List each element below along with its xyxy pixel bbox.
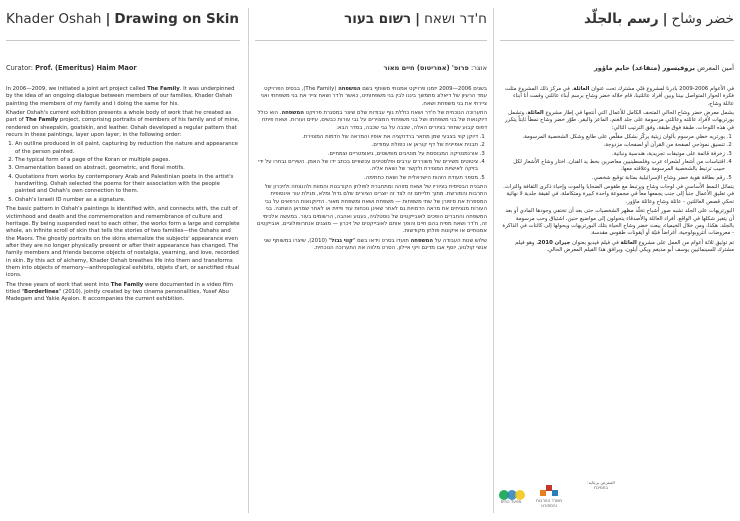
- paragraph: في الأعوام 2006-2009 بادرنا لمشروع فنّي مشترك تحت عنوان العائلة. في مركز ذلك المشروع مثلت فكرة الحوار المتواصل بيننا وبين أفراد عائلتينا، قام خلاله خضر وشاح برسم أبناء عائلتي وقمت أنا أبناء عائلة وشاح.: [505, 86, 734, 107]
- curator-label: אוצר:: [470, 64, 487, 72]
- paragraph: البورتريهات على الجلد تشبه صور أشباح تخلّد مظهر الشخصيات حتى بعد أن تختفي وجودها المادي أو بعد أن يتغير شكلها في الواقع. أفراد العائلة والأصدقاء يتحولون إلى مواضيع حنين، اشتياق وحب مرسومة بالجلد. هكذا، ومن خلال الخيمياء، يبعث خضر وشاح الحياة بتلك البورتريهات ويحولها إلى كائنات في الذاكرة - معروضات أنثروبولوجية، أغراضاً فنيّة أو أيقونات طقوس مقدسة.: [502, 208, 734, 237]
- arabic-body-text: [502, 86, 734, 256]
- paragraph: In 2006—2009, we initiated a joint art project called The Family. It was underpinned by the idea of an ongoing dialogue between members of our families, Khader Oshah painting the members of my family and I doing the same for his.: [6, 86, 235, 107]
- hebrew-column: [251, 0, 491, 521]
- hebrew-body-text: [255, 86, 487, 254]
- title-rule: [6, 40, 240, 41]
- hebrew-artist-name: ח'דר ושאח: [424, 11, 487, 27]
- layer-list: [502, 134, 734, 182]
- curator-name: بروفيسور (متقاعد) حايم ماؤور: [593, 64, 695, 72]
- hebrew-title: [255, 0, 487, 38]
- paragraph: Khader Oshah's current exhibition presents a whole body of work that he created as part of The Family project, comprising portraits of members of his family and of mine, rendered on sheepskin, goatskin, and leather. Oshah developed a regular pattern that recurs in these paintings, layer upon layer, in the following order:: [6, 110, 240, 139]
- paragraph: התבנית הבסיסית בציוריו של ושאח מזוהה ומתחברת לפולחן הקורבנות והמוות ולהנצחה ולזיכרון של התרבות והמורשת. מתוך תלייתם זה לצד זה יוצרים הציורים שלם גדול ומלא, מגילת עור אינסופית המספרת את סיפורן של שתי משפחות — משפחת ושאח ומשפחת מאור. הדיוקנאות הרפאים על גבי העורות מנציחים את מראה הדמויות גם לאחר שאינן נוכחות עוד פיזית או לאחר שמראן השתנה. בני המשפחה והחברים הופכים לאובייקטים של נוסטלגיה, געגוע ואהבה, הרשומים בעור. במעשה אלכימי זה, ח'דר ושאח מפיח בהם חיים והופך אותם לאובייקטים של זיכרון — מוצגים אנתרופולוגיים, אובייקטים אמנותיים או איקונות פולחן מקודשות.: [257, 184, 487, 235]
- paragraph: يتماثل النمط الأساسي في لوحات وشاح ويرتبط مع طقوس الضحايا والموت وإحياء ذكرى الثقافة والتراث. في تعليق الأعمال جنباً إلى جنب يجمعها معاً في مجموعة واحدة كبيرة ومتكاملة، في لفيفة جلدية لا نهائية تحكي قصص العائلتين - عائلة وشاح وعائلة ماؤور.: [503, 184, 734, 205]
- arabic-title: [502, 0, 734, 38]
- fund-name: מפעל הפיס: [500, 499, 522, 504]
- arabic-curator-line: [594, 64, 734, 72]
- support-label: المعرض برعاية: בתמיכת: [587, 480, 615, 490]
- paragraph: The three years of work that went into The Family were documented in a video film titled "Borderlines" (2010), jointly created by two cinema personalities, Yusef Abu Madegam and Yakie Ayalon. It accompanies the current exhibition.: [6, 281, 233, 303]
- title-rule: [255, 40, 487, 41]
- list-item: 2. The typical form of a page of the Koran or multiple pages.: [15, 157, 240, 164]
- list-item: 1. דיוקן קווי בצבעי שמן מתאר ברדוקציה את אופיו והמראה של הדמות המצוירת.: [255, 134, 478, 141]
- sponsor-logos: [500, 478, 622, 516]
- list-item: 5. מספר תעודת הזהות הישראלית של ושאח כחתימה.: [255, 175, 478, 182]
- list-item: 2. تنسيق نموذجي لصفحة من القرآن أو لصفحات مزدوجة.: [502, 142, 725, 149]
- hebrew-exhibition-title: רשום בעור: [344, 11, 412, 27]
- list-item: 1. An outline produced in oil paint, capturing by reduction the nature and appearance of the person painted.: [15, 141, 240, 156]
- curator-name: פרופ' (אמריטוס) חיים מאור: [383, 64, 469, 72]
- title-separator: |: [105, 11, 111, 27]
- title-separator: |: [662, 11, 668, 27]
- arabic-column: [496, 0, 740, 521]
- layer-list: [6, 141, 240, 204]
- list-item: 3. אורנמנטיקה המבוססת על מוטיבים מופשטים, גיאומטריים וצמחיים.: [255, 151, 478, 158]
- paragraph: בשנים 2006—2009 יזמנו פרויקט אמנותי משותף בשם המשפחה (The Family), בבסיס הפרויקט עמד הרעיון של דיאלוג מתמשך ביננו לבין בני משפחותינו, כאשר ח'דר ושאח צייר את בני משפחתי ואני ציירתי את בני משפחת ושאח.: [260, 86, 487, 107]
- list-item: 4. اقتباسات من أشعار لشعراء عرب وفلسطينيين معاصرين بخط يد الفنان. اختار وشاح الأشعار لكل حبيب ترتبط بالشخصية المرسومة وعلاقته معها.: [502, 159, 725, 174]
- list-item: 3. زخرفة قائمة على موتيفات تجريدية، هندسية ونباتية.: [502, 151, 725, 158]
- english-body-text: [6, 86, 240, 306]
- curator-name: Prof. (Emeritus) Haim Maor: [35, 64, 137, 72]
- column-divider: [248, 8, 249, 513]
- layer-list: [255, 134, 487, 182]
- list-item: 2. תבנית אופיינית של דף קוראן או כפולת עמודים.: [255, 142, 478, 149]
- paragraph: התערוכה הנוכחית של ח'דר ושאח כוללת גוף עבודות שלם שיצר במסגרת פרויקט המשפחה. הוא כולל דיוקנאות של בני משפחתו ושל בני משפחתי המצוירים על גבי עורות כבשים, עיזים ועורות. ושאח פיתח דפוס קבוע שחוזר בציורים האלה, שכבה על גבי שכבה, בסדר הבא:: [257, 110, 487, 131]
- paragraph: يشمل معرض خضر وشاح الحالي المتحف الكامل للأعمال التي أنتجها في إطار مشروع العائلة، وتشمل بورتريهات لأفراد عائلته وعائلتي مرسومة على جلد الغنم، الماعز والبقر. طوّر خضر وشاح نمطاً ثابتاً يتكرر في هذه اللوحات، طبقة فوق طبقة، وفق الترتيب التالي:: [505, 110, 734, 131]
- title-separator: |: [415, 11, 421, 27]
- curator-label: Curator:: [6, 64, 33, 72]
- english-column: [0, 0, 246, 521]
- arabic-artist-name: خضر وشاح: [671, 11, 734, 27]
- title-rule: [500, 40, 734, 41]
- paragraph: שלוש שנות העבודה על המשפחה תועדו בסרט וידאו בשם "קווי גבול" (2010), שיצרו במשותף שני אנשי קולנוע, יוסף אבו מדיגם ויקי איילון. הסרט מלווה את התערוכה הנוכחית.: [263, 237, 487, 251]
- english-artist-name: Khader Oshah: [6, 11, 102, 27]
- fund-logo-icon: [494, 486, 528, 508]
- english-curator-line: [6, 64, 137, 72]
- column-divider: [493, 8, 494, 513]
- paragraph: تم توثيق ثلاثة أعوام من العمل على مشروع العائلة في فيلم فيديو بعنوان جيران 2010، وهو فيلم مشترك للسينمائيين يوسف أبو مديغم ويكي أيلون، ويرافق هذا الفيلم المعرض الحالي.: [515, 239, 734, 253]
- ministry-name: משרד התרבות והספורט: [536, 498, 562, 508]
- arabic-exhibition-title: رسم بالجلّد: [584, 11, 659, 27]
- list-item: 4. ציטוטים משירים של משוררים ערבים ופלסטינים עכשוויים בכתב ידו של האמן. השירים נבחרו על ידי בזיקה לאישיות המצוירת ולקשר של ושאח אליה.: [255, 159, 478, 174]
- list-item: 4. Quotations from works by contemporary Arab and Palestinian poets in the artist's handwriting. Oshah selected the poems for their association with the people painted and Oshah's own connection to them.: [15, 174, 240, 196]
- english-title: [6, 0, 240, 38]
- hebrew-curator-line: [383, 64, 487, 72]
- ministry-logo-icon: [536, 484, 562, 506]
- english-exhibition-title: Drawing on Skin: [114, 11, 239, 27]
- list-item: 3. Ornamentation based on abstract, geometric, and floral motifs.: [15, 165, 240, 172]
- list-item: 5. Oshah's Israeli ID number as a signature.: [15, 197, 240, 204]
- list-item: 1. بورتريه خطي مرسوم بألوان زيتية يركّز بشكل مقلّص على طابع وشكل الشخصية المرسومة.: [502, 134, 725, 141]
- list-item: 5. رقم بطاقة هوية خضر وشاح الإسرائيلية بمثابة توقيع شخصي.: [502, 175, 725, 182]
- curator-label: أمين المعرض: [697, 64, 734, 72]
- paragraph: The basic pattern in Oshah's paintings is identified with, and connects with, the cult of victimhood and death and the commemoration and remembrance of culture and heritage. By being suspended next to each other, the works form a large and complete whole, an infinite scroll of skin that tells the stories of two families—the Oshahs and the Maors. The ghostly portraits on the skins eternalize the subjects' appearance even after they are no longer physically present or after their appearance has changed. The family members and friends become objects of nostalgia, yearning, and love, recorded in skin. By this act of alchemy, Khader Oshah breathes life into them and transforms them into objects of memory—anthropological exhibits, objets d'art, or sanctified ritual icons.: [6, 206, 240, 279]
